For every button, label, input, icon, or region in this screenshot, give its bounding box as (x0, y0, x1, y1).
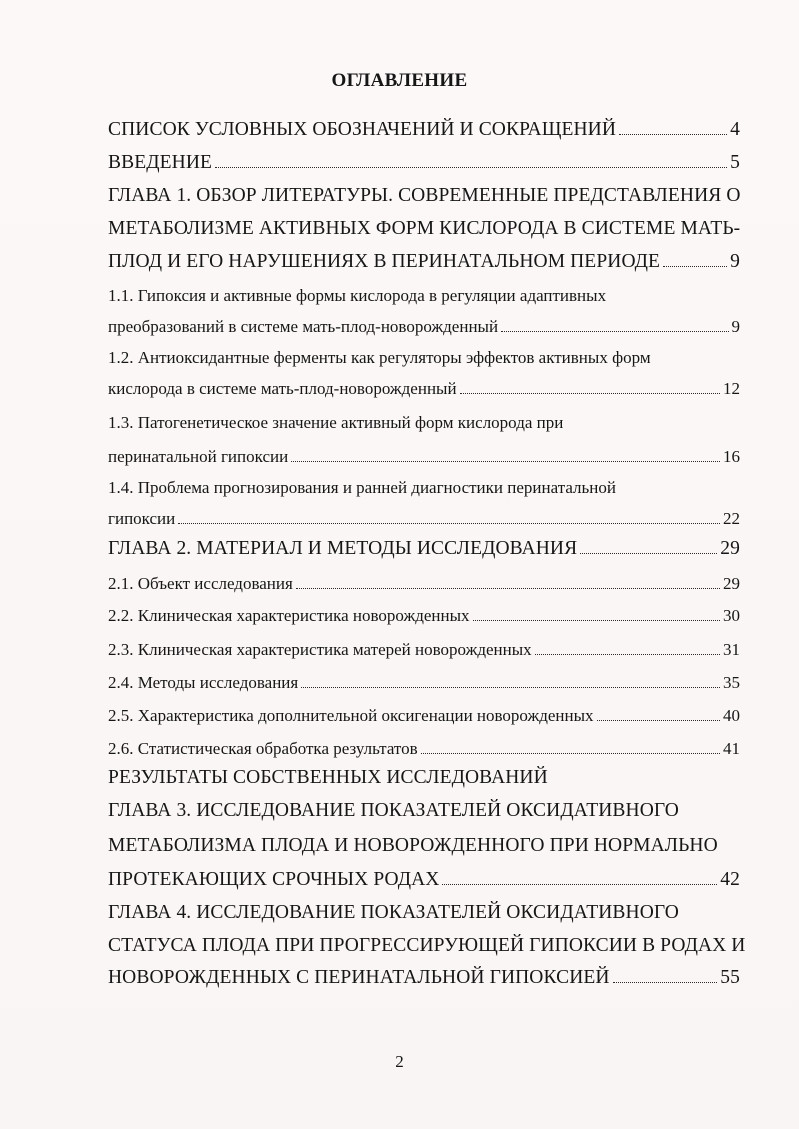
toc-entry-title: 1.1. Гипоксия и активные формы кислорода в регуляции адаптивных (108, 286, 607, 305)
toc-entry-page: 29 (720, 538, 740, 559)
toc-entry-title: 2.4. Методы исследования (108, 673, 299, 692)
dot-leader (421, 753, 720, 754)
dot-leader (619, 134, 727, 135)
toc-entry-continued[interactable] (108, 935, 746, 957)
toc-entry-title: преобразований в системе мать-плод-новорожденный (108, 317, 499, 336)
toc-entry-page: 31 (723, 640, 740, 659)
toc-entry[interactable] (108, 739, 740, 759)
toc-entry-title: 2.6. Статистическая обработка результатов (108, 739, 418, 758)
toc-entry-title: кислорода в системе мать-плод-новорожденный (108, 379, 457, 398)
dot-leader (613, 982, 718, 983)
toc-entry-page: 42 (720, 869, 740, 890)
toc-entry[interactable] (108, 509, 740, 529)
dot-leader (296, 588, 720, 589)
toc-section-heading[interactable] (108, 767, 740, 789)
dot-leader (473, 620, 720, 621)
toc-entry-title: ПРОТЕКАЮЩИХ СРОЧНЫХ РОДАХ (108, 869, 440, 890)
toc-entry-title: гипоксии (108, 509, 176, 528)
page-title: ОГЛАВЛЕНИЕ (331, 70, 468, 91)
page-number: 2 (395, 1052, 404, 1071)
dot-leader (291, 461, 720, 462)
dot-leader (580, 553, 717, 554)
toc-entry-continued[interactable] (108, 478, 740, 498)
toc-entry-title: ПЛОД И ЕГО НАРУШЕНИЯХ В ПЕРИНАТАЛЬНОМ ПЕРИОДЕ (108, 251, 661, 272)
dot-leader (215, 167, 727, 168)
toc-entry-page: 55 (720, 967, 740, 988)
toc-entry-title: НОВОРОЖДЕННЫХ С ПЕРИНАТАЛЬНОЙ ГИПОКСИЕЙ (108, 967, 610, 988)
toc-entry-page: 35 (723, 673, 740, 692)
toc-entry-page: 4 (730, 119, 740, 140)
toc-entry-continued[interactable] (108, 902, 740, 924)
toc-entry-page: 16 (723, 447, 740, 466)
toc-entry[interactable] (108, 706, 740, 726)
toc-entry-title: 2.5. Характеристика дополнительной оксигенации новорожденных (108, 706, 594, 725)
toc-entry-title: ГЛАВА 3. ИССЛЕДОВАНИЕ ПОКАЗАТЕЛЕЙ ОКСИДАТИВНОГО (108, 800, 679, 821)
toc-entry[interactable] (108, 379, 740, 399)
toc-entry-continued[interactable] (108, 286, 740, 306)
toc-entry-title: перинатальной гипоксии (108, 447, 289, 466)
toc-entry-title: ГЛАВА 2. МАТЕРИАЛ И МЕТОДЫ ИССЛЕДОВАНИЯ (108, 538, 578, 559)
dot-leader (460, 393, 720, 394)
dot-leader (597, 720, 720, 721)
toc-entry-title: МЕТАБОЛИЗМА ПЛОДА И НОВОРОЖДЕННОГО ПРИ НОРМАЛЬНО (108, 835, 718, 856)
toc-entry-title: МЕТАБОЛИЗМЕ АКТИВНЫХ ФОРМ КИСЛОРОДА В СИСТЕМЕ МАТЬ- (108, 218, 741, 239)
toc-entry-page: 40 (723, 706, 740, 725)
toc-entry-title: РЕЗУЛЬТАТЫ СОБСТВЕННЫХ ИССЛЕДОВАНИЙ (108, 767, 548, 788)
toc-entry-title: 2.3. Клиническая характеристика матерей новорожденных (108, 640, 532, 659)
toc-entry[interactable] (108, 673, 740, 693)
toc-entry[interactable] (108, 152, 740, 174)
toc-entry-page: 5 (730, 152, 740, 173)
dot-leader (178, 523, 720, 524)
toc-entry[interactable] (108, 447, 740, 467)
toc-entry-continued[interactable] (108, 835, 740, 857)
toc-entry-title: ГЛАВА 1. ОБЗОР ЛИТЕРАТУРЫ. СОВРЕМЕННЫЕ ПРЕДСТАВЛЕНИЯ О (108, 185, 741, 206)
toc-entry[interactable] (108, 251, 740, 273)
toc-entry-continued[interactable] (108, 348, 740, 368)
toc-entry-title: 1.2. Антиоксидантные ферменты как регуляторы эффектов активных форм (108, 348, 651, 367)
toc-entry-continued[interactable] (108, 185, 740, 207)
toc-entry-page: 12 (723, 379, 740, 398)
toc-entry[interactable] (108, 869, 740, 891)
toc-entry-title: ГЛАВА 4. ИССЛЕДОВАНИЕ ПОКАЗАТЕЛЕЙ ОКСИДАТИВНОГО (108, 902, 679, 923)
toc-entry[interactable] (108, 967, 740, 989)
toc-entry[interactable] (108, 640, 740, 660)
toc-entry-page: 9 (731, 317, 740, 336)
toc-entry-page: 41 (723, 739, 740, 758)
toc-entry[interactable] (108, 538, 740, 560)
dot-leader (501, 331, 728, 332)
toc-entry-page: 30 (723, 606, 740, 625)
toc-entry[interactable] (108, 119, 740, 141)
dot-leader (663, 266, 727, 267)
toc-entry-title: 2.2. Клиническая характеристика новорожденных (108, 606, 470, 625)
toc-entry-title: СПИСОК УСЛОВНЫХ ОБОЗНАЧЕНИЙ И СОКРАЩЕНИЙ (108, 119, 617, 140)
dot-leader (442, 884, 717, 885)
toc-entry[interactable] (108, 606, 740, 626)
toc-entry-title: ВВЕДЕНИЕ (108, 152, 213, 173)
toc-entry[interactable] (108, 317, 740, 337)
toc-entry-page: 9 (730, 251, 740, 272)
toc-entry-title: 1.3. Патогенетическое значение активный форм кислорода при (108, 413, 564, 432)
dot-leader (535, 654, 720, 655)
toc-entry-continued[interactable] (108, 218, 740, 240)
toc-entry-page: 29 (723, 574, 740, 593)
toc-entry[interactable] (108, 574, 740, 594)
toc-entry-title: СТАТУСА ПЛОДА ПРИ ПРОГРЕССИРУЮЩЕЙ ГИПОКСИИ В РОДАХ И (108, 935, 746, 956)
toc-entry-continued[interactable] (108, 800, 740, 822)
toc-entry-title: 1.4. Проблема прогнозирования и ранней диагностики перинатальной (108, 478, 616, 497)
toc-entry-continued[interactable] (108, 413, 740, 433)
toc-entry-title: 2.1. Объект исследования (108, 574, 293, 593)
dot-leader (301, 687, 720, 688)
toc-entry-page: 22 (723, 509, 740, 528)
